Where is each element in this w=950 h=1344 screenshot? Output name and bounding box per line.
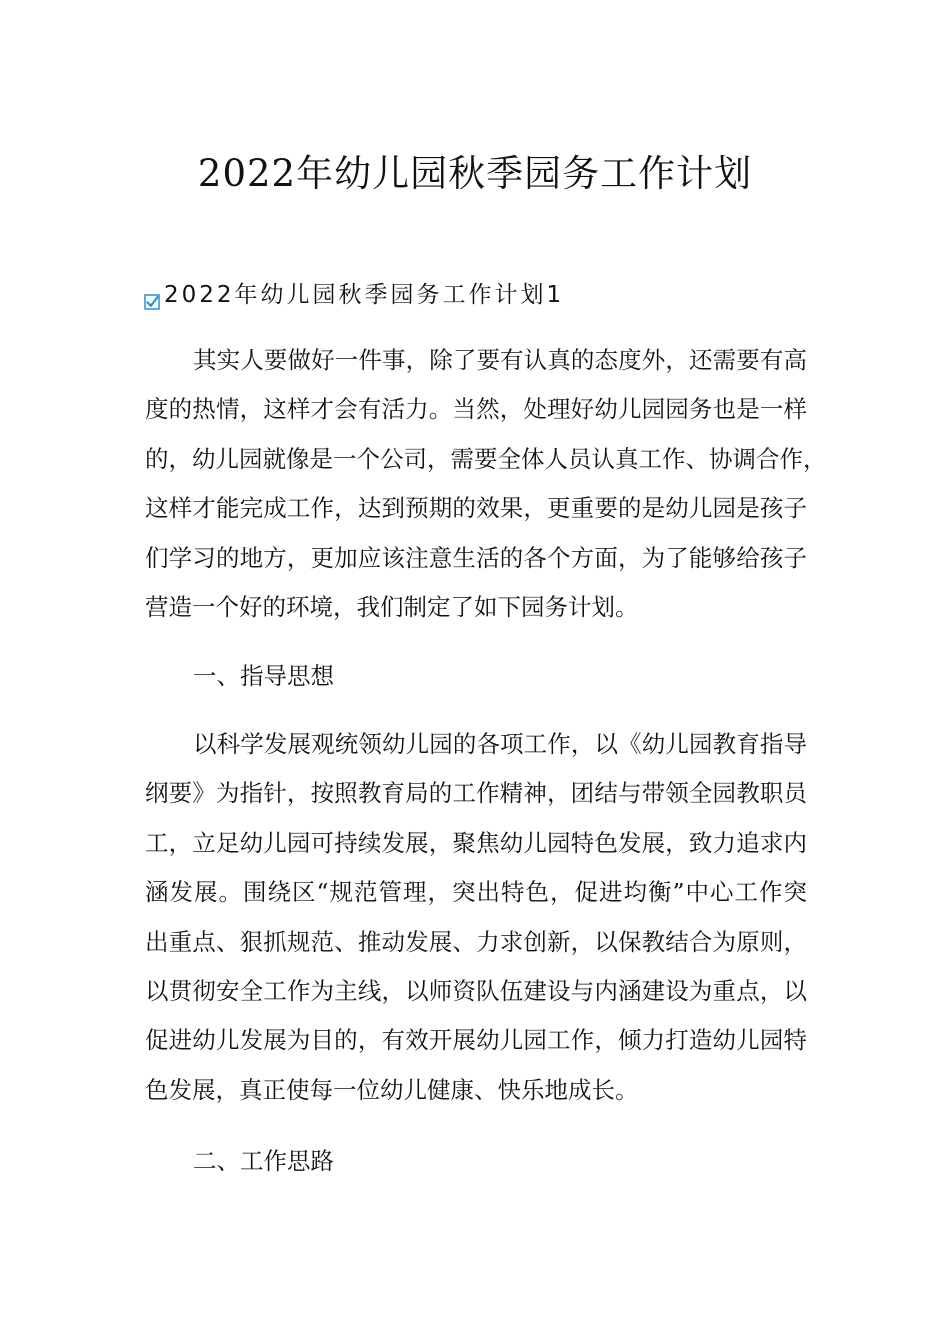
paragraph-line: 的，幼儿园就像是一个公司，需要全体人员认真工作、协调合作， bbox=[145, 444, 827, 473]
guiding-thought-paragraph bbox=[145, 720, 807, 1115]
paragraph-line: 们学习的地方，更加应该注意生活的各个方面，为了能够给孩子 bbox=[145, 543, 807, 572]
paragraph-line: 涵发展。围绕区“规范管理，突出特色，促进均衡”中心工作突 bbox=[145, 878, 807, 907]
paragraph-line: 营造一个好的环境，我们制定了如下园务计划。 bbox=[145, 592, 639, 621]
paragraph-line: 其实人要做好一件事，除了要有认真的态度外，还需要有高 bbox=[193, 346, 807, 374]
paragraph-line: 以贯彻安全工作为主线，以师资队伍建设与内涵建设为重点，以 bbox=[145, 976, 807, 1005]
part1-heading: 一、指导思想 bbox=[193, 662, 334, 690]
paragraph-line: 度的热情，这样才会有活力。当然，处理好幼儿园园务也是一样 bbox=[145, 395, 807, 424]
paragraph-line: 工，立足幼儿园可持续发展，聚焦幼儿园特色发展，致力追求内 bbox=[145, 828, 807, 857]
paragraph-line: 以科学发展观统领幼儿园的各项工作，以《幼儿园教育指导 bbox=[193, 730, 807, 758]
paragraph-line: 这样才能完成工作，达到预期的效果，更重要的是幼儿园是孩子 bbox=[145, 494, 807, 523]
paragraph-line: 出重点、狠抓规范、推动发展、力求创新，以保教结合为原则， bbox=[145, 927, 807, 956]
intro-paragraph bbox=[145, 336, 827, 632]
section-heading-text: 2022年幼儿园秋季园务工作计划1 bbox=[164, 281, 565, 308]
checkbox-checked-icon bbox=[144, 290, 160, 306]
paragraph-line: 色发展，真正使每一位幼儿健康、快乐地成长。 bbox=[145, 1075, 639, 1104]
paragraph-line: 促进幼儿发展为目的，有效开展幼儿园工作，倾力打造幼儿园特 bbox=[145, 1026, 807, 1055]
section-heading bbox=[144, 274, 564, 310]
document-title: 2022年幼儿园秋季园务工作计划 bbox=[197, 152, 753, 195]
part2-heading: 二、工作思路 bbox=[193, 1147, 334, 1175]
paragraph-line: 纲要》为指针，按照教育局的工作精神，团结与带领全园教职员 bbox=[145, 779, 807, 808]
